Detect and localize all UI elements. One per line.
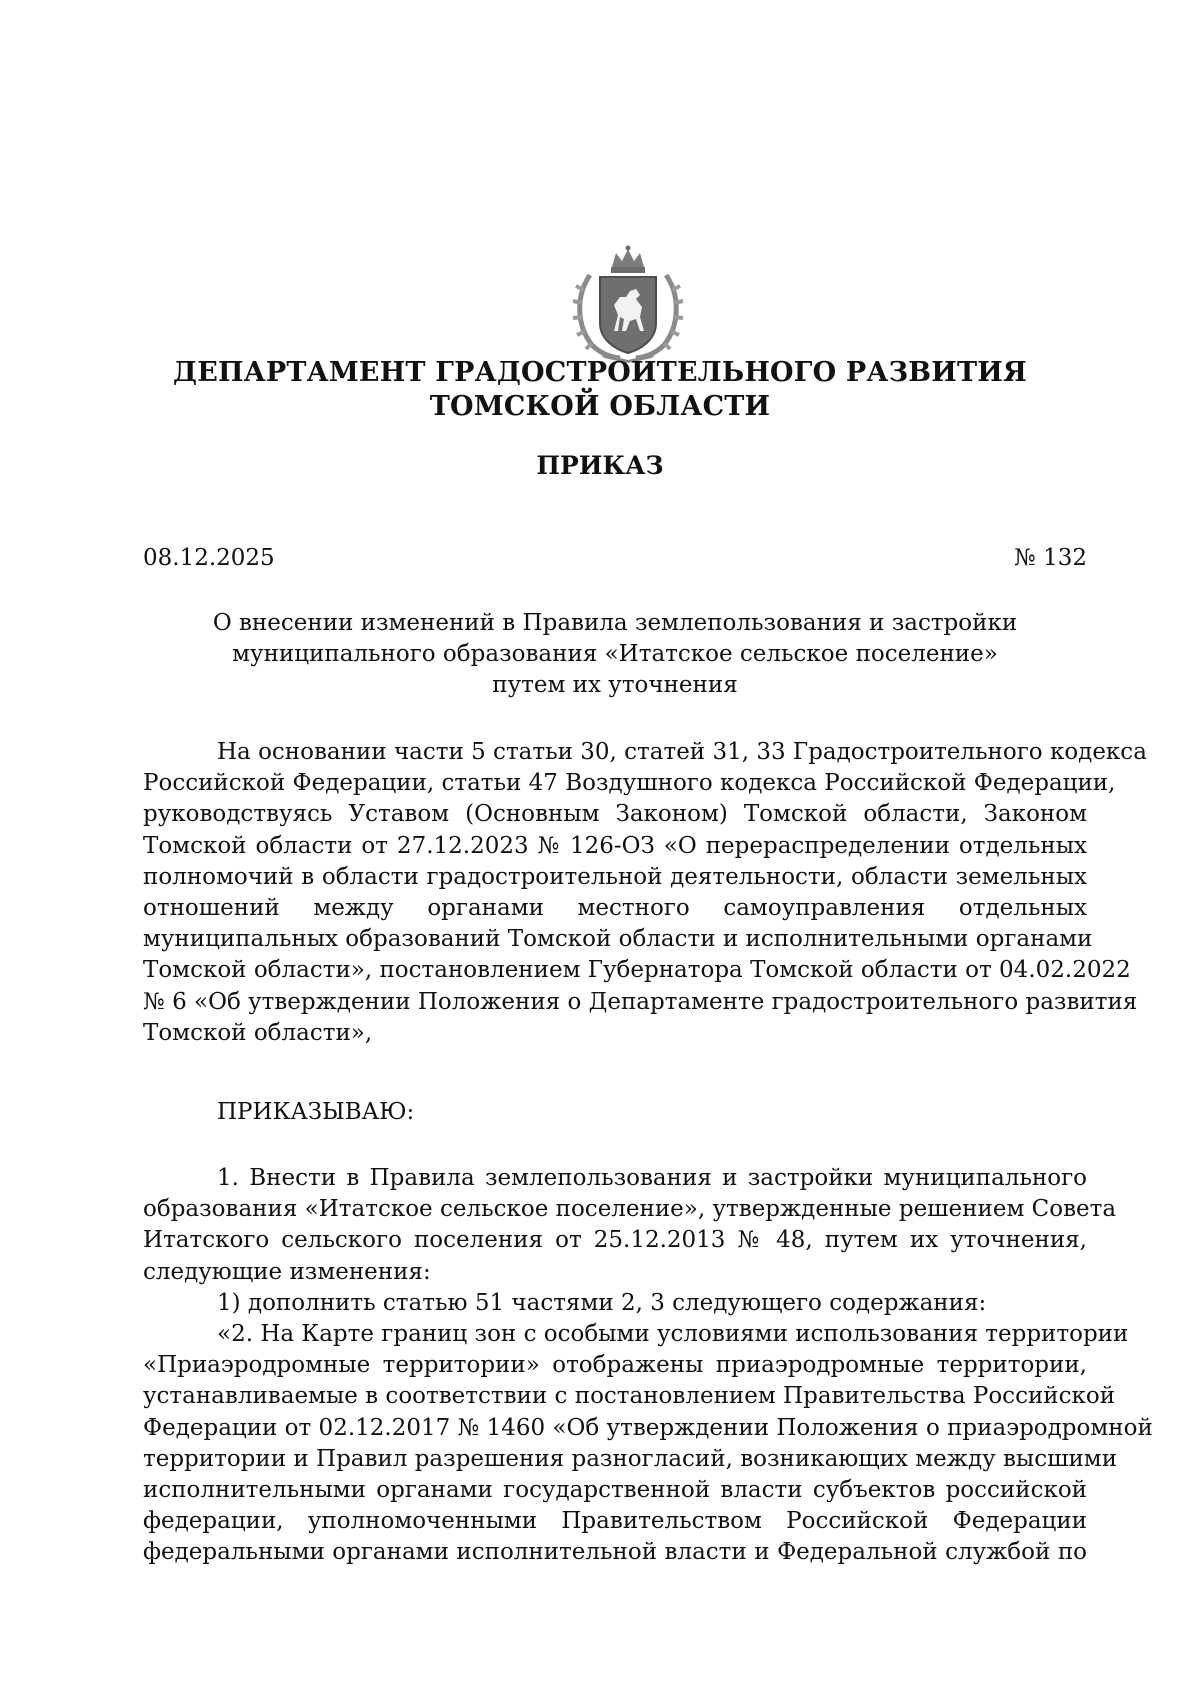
subitem-line: 1) дополнить статью 51 частями 2, 3 следующего содержания: <box>217 1289 987 1316</box>
text-line: территории и Правил разрешения разногласий, возникающих между высшими <box>143 1445 1118 1472</box>
text-line: следующие изменения: <box>143 1258 431 1285</box>
text-line: муниципальных образований Томской области и исполнительными органами <box>143 926 1093 953</box>
text-line: Российской Федерации, статьи 47 Воздушного кодекса Российской Федерации, <box>143 770 1116 797</box>
text-line: федеральными органами исполнительной власти и Федеральной службой по <box>143 1539 1087 1566</box>
text-line: полномочий в области градостроительной деятельности, области земельных <box>143 863 1087 890</box>
subject-line: муниципального образования «Итатское сельское поселение» <box>232 641 998 667</box>
text-line: образования «Итатское сельское поселение», утвержденные решением Совета <box>143 1196 1117 1223</box>
text-line: отношений между органами местного самоуправления отдельных <box>143 895 1087 922</box>
text-line: № 6 «Об утверждении Положения о Департаменте градостроительного развития <box>143 988 1138 1015</box>
text-line: «2. На Карте границ зон с особыми условиями использования территории <box>217 1321 1129 1348</box>
order-number: № 132 <box>1014 545 1087 571</box>
order-subject <box>143 608 1087 701</box>
tomsk-coat-of-arms-emblem <box>570 245 686 363</box>
text-line: Итатского сельского поселения от 25.12.2013 № 48, путем их уточнения, <box>143 1227 1087 1254</box>
text-line: Федерации от 02.12.2017 № 1460 «Об утверждении Положения о приаэродромной <box>143 1414 1153 1441</box>
text-line: На основании части 5 статьи 30, статей 31, 33 Градостроительного кодекса <box>217 739 1147 765</box>
text-line: исполнительными органами государственной власти субъектов российской <box>143 1477 1087 1504</box>
order-items <box>143 1163 1153 1569</box>
order-date: 08.12.2025 <box>143 545 275 571</box>
text-line: Томской области», постановлением Губернатора Томской области от 04.02.2022 <box>143 957 1131 984</box>
subject-line: О внесении изменений в Правила землепользования и застройки <box>212 610 1018 636</box>
text-line: устанавливаемые в соответствии с постановлением Правительства Российской <box>143 1383 1116 1410</box>
text-line: Томской области», <box>143 1019 373 1046</box>
order-directive-word: ПРИКАЗЫВАЮ: <box>217 1099 415 1125</box>
department-title-line-1: ДЕПАРТАМЕНТ ГРАДОСТРОИТЕЛЬНОГО РАЗВИТИЯ <box>172 357 1028 388</box>
text-line: федерации, уполномоченными Правительством Российской Федерации <box>143 1508 1087 1535</box>
document-type-title: ПРИКАЗ <box>536 451 664 480</box>
department-title-line-2: ТОМСКОЙ ОБЛАСТИ <box>429 391 771 422</box>
text-line: 1. Внести в Правила землепользования и застройки муниципального <box>217 1165 1087 1191</box>
subject-line: путем их уточнения <box>492 672 738 698</box>
preamble-paragraph <box>143 737 1147 1049</box>
text-line: «Приаэродромные территории» отображены приаэродромные территории, <box>143 1352 1087 1379</box>
text-line: руководствуясь Уставом (Основным Законом) Томской области, Законом <box>143 801 1087 828</box>
text-line: Томской области от 27.12.2023 № 126-ОЗ «О перераспределении отдельных <box>143 832 1087 859</box>
